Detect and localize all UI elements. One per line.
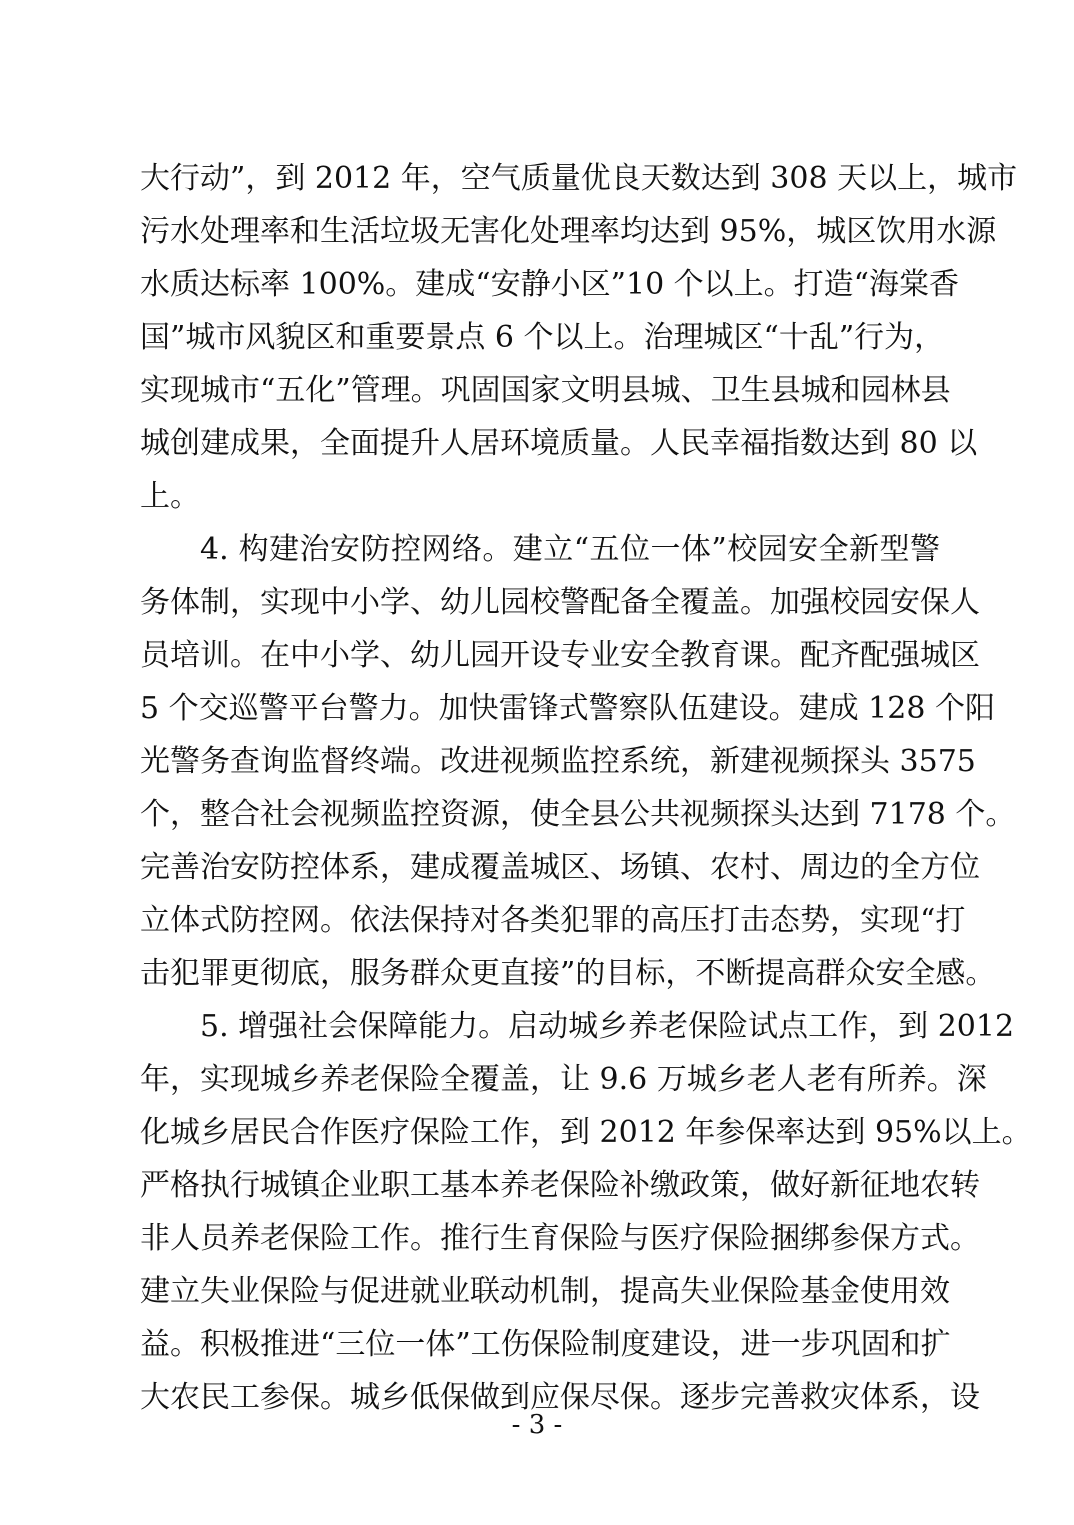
page-number: - 3 -: [511, 1410, 563, 1440]
text-line: 益。积极推进“三位一体”工伤保险制度建设，进一步巩固和扩: [140, 1327, 951, 1362]
text-line: 水质达标率 100%。建成“安静小区”10 个以上。打造“海棠香: [140, 267, 960, 302]
text-line: 光警务查询监督终端。改进视频监控系统，新建视频探头 3575: [140, 744, 976, 779]
text-line: 员培训。在中小学、幼儿园开设专业安全教育课。配齐配强城区: [140, 638, 980, 673]
text-line: 年，实现城乡养老保险全覆盖，让 9.6 万城乡老人老有所养。深: [140, 1062, 987, 1097]
text-line: 大农民工参保。城乡低保做到应保尽保。逐步完善救灾体系，设: [140, 1380, 980, 1415]
text-line: 击犯罪更彻底，服务群众更直接”的目标，不断提高群众安全感。: [140, 956, 996, 991]
text-line: 严格执行城镇企业职工基本养老保险补缴政策，做好新征地农转: [140, 1168, 980, 1203]
text-line: 污水处理率和生活垃圾无害化处理率均达到 95%，城区饮用水源: [140, 214, 997, 249]
text-line: 国”城市风貌区和重要景点 6 个以上。治理城区“十乱”行为，: [140, 320, 945, 355]
paragraph-5-heading-line: 5. 增强社会保障能力。启动城乡养老保险试点工作，到 2012: [200, 1009, 1015, 1044]
text-line: 务体制，实现中小学、幼儿园校警配备全覆盖。加强校园安保人: [140, 585, 980, 620]
text-line: 大行动”，到 2012 年，空气质量优良天数达到 308 天以上，城市: [140, 161, 1018, 196]
text-line: 城创建成果，全面提升人居环境质量。人民幸福指数达到 80 以: [140, 426, 978, 461]
text-line: 建立失业保险与促进就业联动机制，提高失业保险基金使用效: [140, 1274, 950, 1309]
text-line: 立体式防控网。依法保持对各类犯罪的高压打击态势，实现“打: [140, 903, 966, 938]
text-line: 实现城市“五化”管理。巩固国家文明县城、卫生县城和园林县: [140, 373, 951, 408]
text-line: 化城乡居民合作医疗保险工作，到 2012 年参保率达到 95%以上。: [140, 1115, 1032, 1150]
text-line: 非人员养老保险工作。推行生育保险与医疗保险捆绑参保方式。: [140, 1221, 980, 1256]
paragraph-4-heading-line: 4. 构建治安防控网络。建立“五位一体”校园安全新型警: [200, 532, 940, 567]
text-line: 个，整合社会视频监控资源，使全县公共视频探头达到 7178 个。: [140, 797, 1016, 832]
text-line: 完善治安防控体系，建成覆盖城区、场镇、农村、周边的全方位: [140, 850, 980, 885]
document-body: [140, 152, 1032, 1424]
text-line: 上。: [140, 479, 200, 514]
text-line: 5 个交巡警平台警力。加快雷锋式警察队伍建设。建成 128 个阳: [140, 691, 995, 726]
